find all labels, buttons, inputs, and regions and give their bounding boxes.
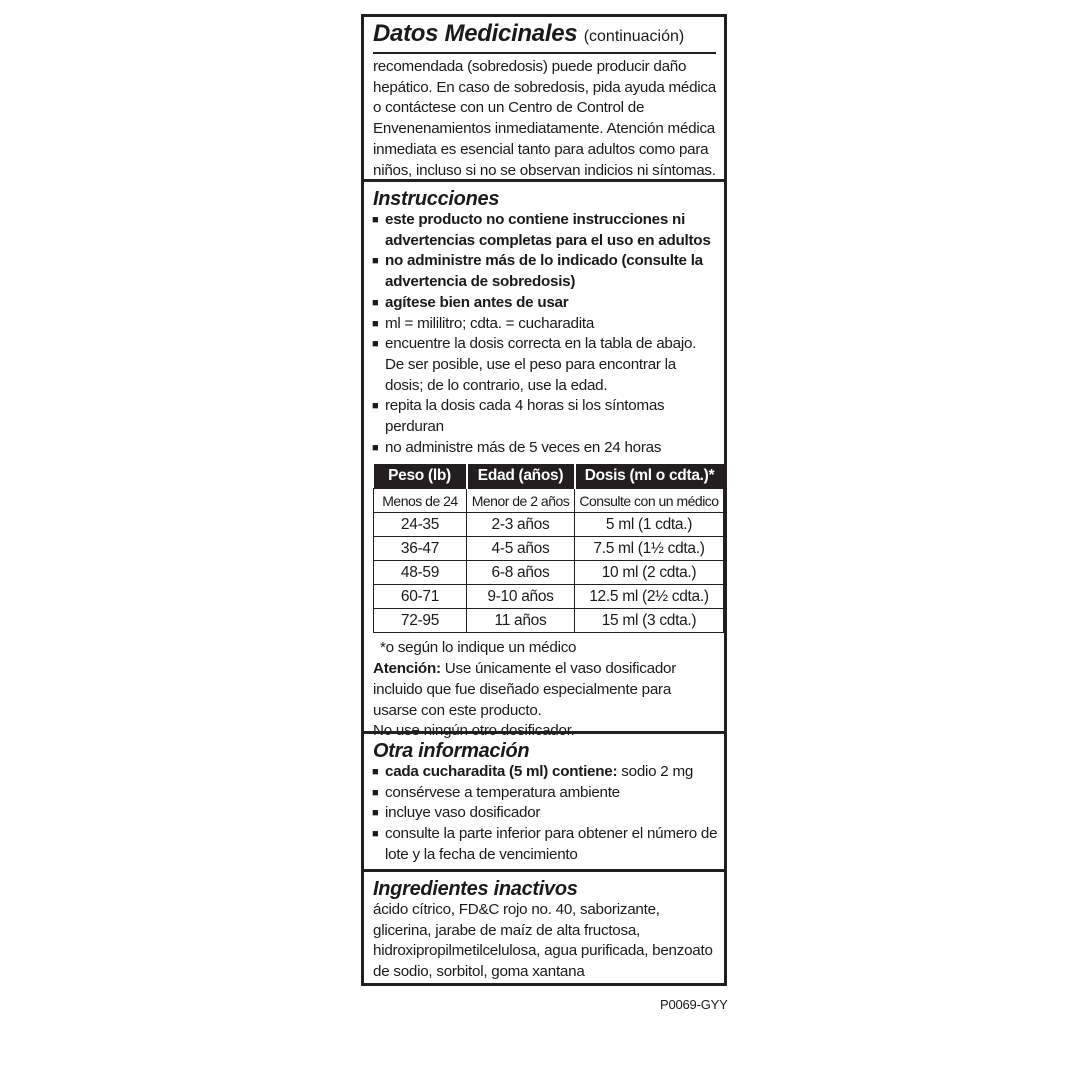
- square-bullet-icon: ■: [372, 296, 379, 309]
- other-info-title: Otra información: [373, 740, 530, 762]
- table-cell: 5 ml (1 cdta.): [575, 513, 724, 537]
- product-code: P0069-GYY: [660, 997, 728, 1012]
- table-row: [374, 489, 724, 513]
- inactive-ingredients-title: Ingredientes inactivos: [373, 878, 578, 900]
- direction-item: ■ repita la dosis cada 4 horas si los síntomas perduran: [364, 396, 724, 437]
- table-cell: Consulte con un médico: [575, 489, 724, 513]
- direction-item: ■ ml = mililitro; cdta. = cucharadita: [364, 314, 724, 335]
- table-cell: 36-47: [374, 537, 467, 561]
- other-info-section: [364, 731, 724, 869]
- square-bullet-icon: ■: [372, 255, 379, 268]
- dosage-table-header: [374, 464, 724, 489]
- table-cell: 4-5 años: [467, 537, 575, 561]
- table-row: [374, 585, 724, 609]
- square-bullet-icon: ■: [372, 828, 379, 841]
- info-item: ■ cada cucharadita (5 ml) contiene: sodio 2 mg: [364, 762, 724, 783]
- column-header: Edad (años): [467, 464, 575, 489]
- direction-item: ■ no administre más de 5 veces en 24 horas: [364, 438, 724, 459]
- inactive-ingredients-list: ácido cítrico, FD&C rojo no. 40, saborizante, glicerina, jarabe de maíz de alta fructosa, hidroxipropilmetilcelulosa, agua purificada, benzoato de sodio, sorbitol, goma xantana: [373, 901, 713, 981]
- square-bullet-icon: ■: [372, 786, 379, 799]
- square-bullet-icon: ■: [372, 766, 379, 778]
- attention-note: Atención: Use únicamente el vaso dosificador incluido que fue diseñado especialmente para usarse con este producto.: [373, 660, 677, 719]
- direction-item: ■ agítese bien antes de usar: [364, 293, 724, 314]
- info-item: ■ incluye vaso dosificador: [364, 803, 724, 824]
- square-bullet-icon: ■: [372, 441, 379, 454]
- table-cell: 12.5 ml (2½ cdta.): [575, 585, 724, 609]
- table-cell: 2-3 años: [467, 513, 575, 537]
- table-row: [374, 609, 724, 633]
- table-cell: 7.5 ml (1½ cdta.): [575, 537, 724, 561]
- section-subtitle: (continuación): [583, 28, 685, 45]
- table-cell: 72-95: [374, 609, 467, 633]
- drug-facts-section: [364, 17, 724, 179]
- drug-facts-label: [361, 14, 727, 986]
- info-item: ■ consérvese a temperatura ambiente: [364, 783, 724, 804]
- overdose-warning-text: recomendada (sobredosis) puede producir daño hepático. En caso de sobredosis, pida ayuda médica o contáctese con un Centro de Control de Envenenamientos inmediatamente. Atención médica inmediata es esencial tanto para adultos como para niños, incluso si no se observan indicios ni síntomas.: [373, 58, 716, 179]
- directions-title: Instrucciones: [373, 188, 500, 210]
- square-bullet-icon: ■: [372, 317, 379, 330]
- directions-section: [364, 179, 724, 740]
- table-cell: 9-10 años: [467, 585, 575, 609]
- attention-note-extra: No use ningún otro dosificador.: [373, 722, 575, 740]
- column-header: Peso (lb): [374, 464, 467, 489]
- table-row: [374, 561, 724, 585]
- table-cell: 6-8 años: [467, 561, 575, 585]
- square-bullet-icon: ■: [372, 214, 379, 226]
- table-cell: 24-35: [374, 513, 467, 537]
- table-cell: 15 ml (3 cdta.): [575, 609, 724, 633]
- table-cell: 10 ml (2 cdta.): [575, 561, 724, 585]
- table-row: [374, 513, 724, 537]
- section-title: Datos Medicinales (continuación): [373, 20, 685, 47]
- title-rule: [373, 52, 716, 54]
- direction-item: ■ encuentre la dosis correcta en la tabla de abajo. De ser posible, use el peso para encontrar la dosis; de lo contrario, use la edad.: [364, 334, 724, 396]
- table-cell: 48-59: [374, 561, 467, 585]
- table-cell: Menos de 24: [374, 489, 467, 513]
- square-bullet-icon: ■: [372, 400, 379, 413]
- info-item: ■ consulte la parte inferior para obtener el número de lote y la fecha de vencimiento: [364, 824, 724, 865]
- inactive-ingredients-section: [364, 869, 724, 986]
- square-bullet-icon: ■: [372, 807, 379, 820]
- table-footnote: *o según lo indique un médico: [380, 639, 577, 657]
- direction-item: ■ este producto no contiene instrucciones ni advertencias completas para el uso en adultos: [364, 210, 724, 251]
- table-cell: Menor de 2 años: [467, 489, 575, 513]
- square-bullet-icon: ■: [372, 338, 379, 351]
- table-row: [374, 537, 724, 561]
- table-cell: 60-71: [374, 585, 467, 609]
- table-cell: 11 años: [467, 609, 575, 633]
- dosage-table: [373, 464, 724, 633]
- attention-label: Atención:: [373, 660, 441, 678]
- column-header: Dosis (ml o cdta.)*: [575, 464, 724, 489]
- direction-item: ■ no administre más de lo indicado (consulte la advertencia de sobredosis): [364, 251, 724, 292]
